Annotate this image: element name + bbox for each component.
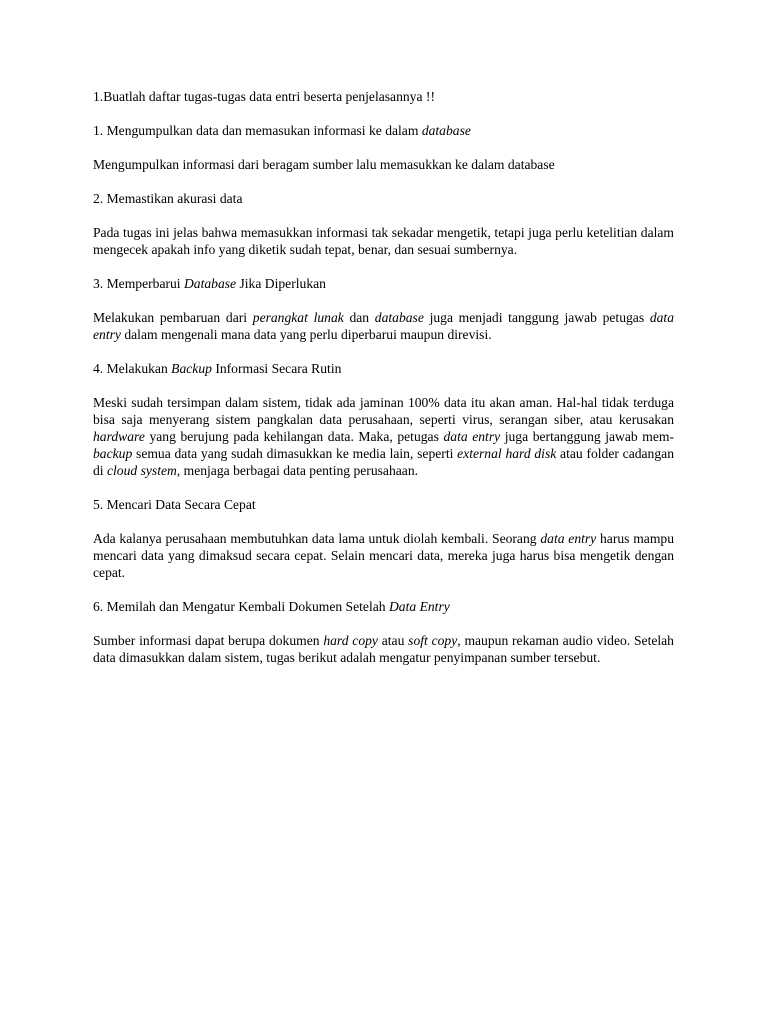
- heading-text: 3. Memperbarui: [93, 276, 184, 291]
- heading-text: 4. Melakukan: [93, 361, 172, 376]
- section-4-body: [93, 394, 674, 479]
- body-text: dan: [343, 310, 375, 325]
- body-text: , menjaga berbagai data penting perusahaan.: [176, 463, 419, 478]
- section-5-heading: [93, 496, 674, 513]
- section-5-body: [93, 530, 674, 581]
- heading-text: Jika Diperlukan: [236, 276, 326, 291]
- body-italic: data entry: [443, 429, 501, 444]
- body-italic: data entry: [93, 310, 674, 342]
- heading-text: 1. Mengumpulkan data dan memasukan informasi ke dalam: [93, 123, 422, 138]
- heading-text: 2. Memastikan akurasi data: [93, 191, 243, 206]
- body-italic: hardware: [93, 429, 145, 444]
- body-text: Pada tugas ini jelas bahwa memasukkan informasi tak sekadar mengetik, tetapi juga perlu ketelitian dalam mengecek apakah info yang diketik sudah tepat, benar, dan sesuai sumbernya.: [93, 225, 674, 257]
- heading-text: 6. Memilah dan Mengatur Kembali Dokumen Setelah: [93, 599, 389, 614]
- body-text: Melakukan pembaruan dari: [93, 310, 253, 325]
- section-1-heading: [93, 122, 674, 139]
- heading-italic: Database: [183, 276, 237, 291]
- body-text: Mengumpulkan informasi dari beragam sumber lalu memasukkan ke dalam database: [93, 157, 555, 172]
- body-italic: soft copy: [408, 633, 458, 648]
- section-2-body: [93, 224, 674, 258]
- document-page: [93, 88, 674, 683]
- body-italic: perangkat lunak: [252, 310, 344, 325]
- body-text: atau: [377, 633, 409, 648]
- section-4-heading: [93, 360, 674, 377]
- body-text: juga menjadi tanggung jawab petugas: [423, 310, 650, 325]
- question-text: 1.Buatlah daftar tugas-tugas data entri beserta penjelasannya !!: [93, 89, 435, 104]
- question-title: [93, 88, 674, 105]
- body-text: juga bertanggung jawab mem-: [500, 429, 674, 444]
- heading-text: Informasi Secara Rutin: [211, 361, 342, 376]
- body-italic: backup: [93, 446, 133, 461]
- body-text: Sumber informasi dapat berupa dokumen: [93, 633, 324, 648]
- body-italic: data entry: [540, 531, 597, 546]
- body-italic: database: [374, 310, 424, 325]
- body-text: Ada kalanya perusahaan membutuhkan data lama untuk diolah kembali. Seorang: [93, 531, 541, 546]
- body-text: yang berujung pada kehilangan data. Maka, petugas: [144, 429, 444, 444]
- body-italic: cloud system: [106, 463, 177, 478]
- body-text: atau folder cadangan di: [93, 446, 674, 478]
- body-text: Meski sudah tersimpan dalam sistem, tidak ada jaminan 100% data itu akan aman. Hal-hal tidak terduga bisa saja menyerang sistem pangkalan data perusahaan, seperti virus, serangan siber, atau kerusakan: [93, 395, 674, 427]
- section-3-body: [93, 309, 674, 343]
- heading-italic: database: [421, 123, 471, 138]
- section-6-body: [93, 632, 674, 666]
- body-text: dalam mengenali mana data yang perlu diperbarui maupun direvisi.: [120, 327, 492, 342]
- heading-italic: Backup: [171, 361, 212, 376]
- body-text: semua data yang sudah dimasukkan ke media lain, seperti: [132, 446, 458, 461]
- heading-text: 5. Mencari Data Secara Cepat: [93, 497, 256, 512]
- section-6-heading: [93, 598, 674, 615]
- heading-italic: Data Entry: [388, 599, 450, 614]
- body-text: harus mampu mencari data yang dimaksud secara cepat. Selain mencari data, mereka juga harus bisa mengetik dengan cepat.: [93, 531, 675, 580]
- body-text: , maupun rekaman audio video. Setelah data dimasukkan dalam sistem, tugas berikut adalah mengatur penyimpanan sumber tersebut.: [93, 633, 674, 665]
- section-3-heading: [93, 275, 674, 292]
- body-italic: external hard disk: [457, 446, 557, 461]
- body-italic: hard copy: [323, 633, 378, 648]
- section-1-body: [93, 156, 674, 173]
- section-2-heading: [93, 190, 674, 207]
